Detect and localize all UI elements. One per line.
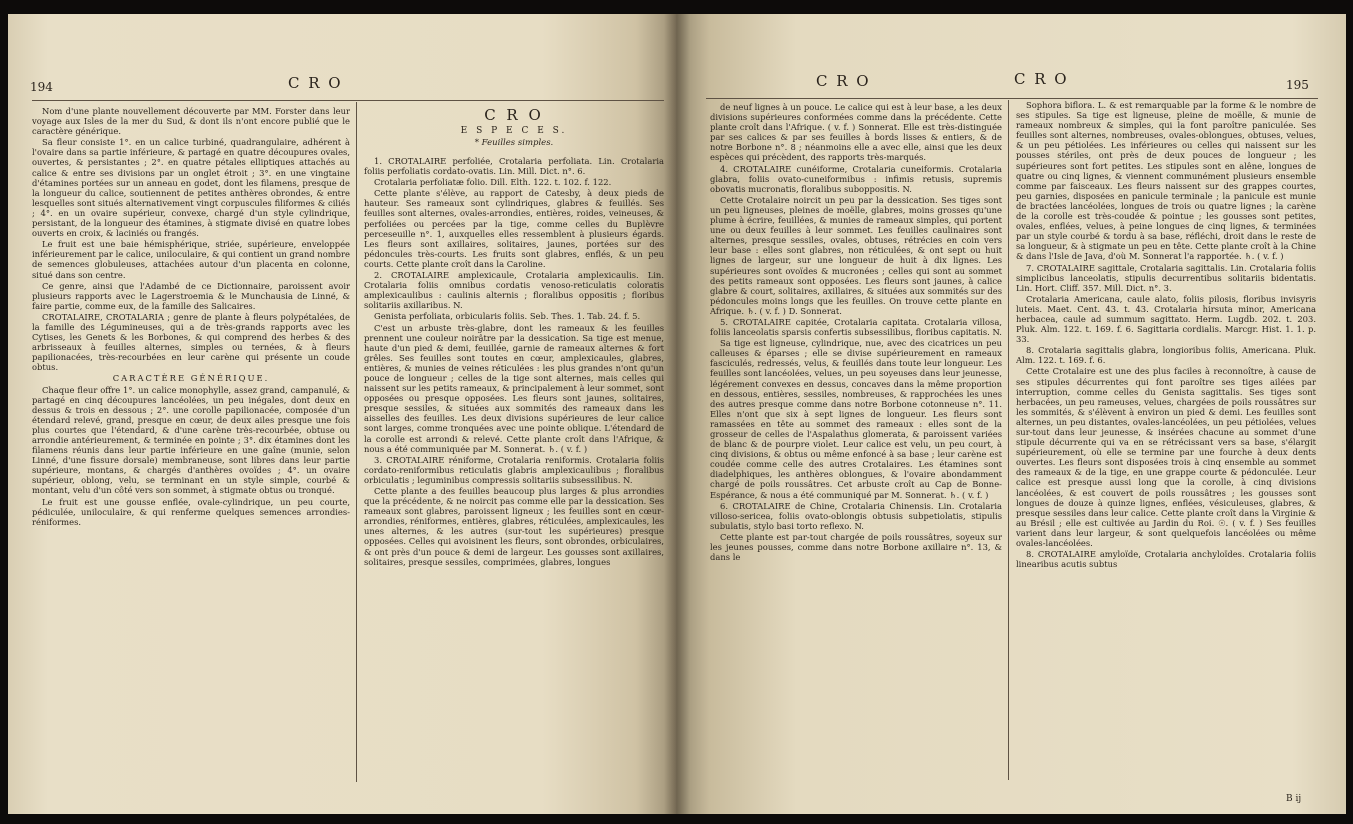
right-column-2 — [1016, 100, 1316, 788]
column-rule — [356, 102, 357, 782]
paragraph: de neuf lignes à un pouce. Le calice qui est à leur base, a les deux divisions supérieures conformées comme dans la précédente. Cette plante croît dans l'Afrique. ( v. f. ) Sonnerat. Elle est très-distinguée par ses calices & par ses feuilles à bords lisses & entiers, & de notre Borbone n°. 8 ; néanmoins elle a avec elle, ainsi que les deux espèces qui précèdent, des rapports très-marqués. — [710, 102, 1002, 163]
paragraph: 7. CROTALAIRE sagittale, Crotalaria sagittalis. Lin. Crotalaria foliis simplicibus lanceolatis, stipulis decurrentibus solitariis bidentatis. Lin. Hort. Cliff. 357. Mill. Dict. n°. 3. — [1016, 262, 1316, 293]
paragraph: 8. Crotalaria sagittalis glabra, longioribus foliis, Americana. Pluk. Alm. 122. t. 169. f. 6. — [1016, 345, 1316, 366]
paragraph: Cette Crotalaire noircit un peu par la dessication. Ses tiges sont un peu ligneuses, pleines de moëlle, glabres, moins grosses qu'une plume à écrire, feuillées, & munies de rameaux simples, qui portent une ou deux feuilles à leur sommet. Les feuilles caulinaires sont alternes, presque sessiles, ovales, obtuses, rétrécies en coin vers leur base : elles sont glabres, non réticulées, & ont sept ou huit lignes de largeur, sur une longueur de huit à dix lignes. Les supérieures sont ovoïdes & mucronées ; celles qui sont au sommet des petits rameaux sont opposées. Les fleurs sont jaunes, à calice glabre & court, solitaires, axillaires, & situées aux sommités sur des pédoncules moins longs que les feuilles. On trouve cette plante en Afrique. ♄. ( v. f. ) D. Sonnerat. — [710, 194, 1002, 316]
right-running-head-left: C R O — [816, 72, 871, 90]
paragraph: Sa tige est ligneuse, cylindrique, nue, avec des cicatrices un peu calleuses & éparses ; elle se divise supérieurement en rameaux fasciculés, redressés, velus, & feuillés dans toute leur longueur. Les feuilles sont lancéolées, velues, un peu soyeuses dans leur jeunesse, légérement convexes en dessus, concaves dans la même proportion en dessous, entières, sessiles, nombreuses, & rapprochées les unes des autres presque comme dans notre Borbone cotonneuse n°. 11. Elles n'ont que six à sept lignes de longueur. Les fleurs sont ramassées en tête au sommet des rameaux : elles sont de la grosseur de celles de l'Aspalathus glomerata, & paroissent variées de blanc & de pourpre violet. Leur calice est velu, un peu court, à cinq divisions, & obtus ou même enfoncé à sa base ; leur carène est coudée comme celle des autres Crotalaires. Les étamines sont diadelphiques, les anthères oblongues, & l'ovaire abondamment chargé de poils roussâtres. Cet arbuste croît au Cap de Bonne-Espérance, & nous a été communiqué par M. Sonnerat. ♄. ( v. f. ) — [710, 338, 1002, 500]
paragraph: Cette Crotalaire est une des plus faciles à reconnoître, à cause de ses stipules décurrentes qui font paroître ses tiges ailées par interruption, comme celles du Genista sagittalis. Ses tiges sont herbacées, un peu rameuses, velues, chargées de poils roussâtres sur les sommités, & s'élèvent à environ un pied & demi. Les feuilles sont alternes, un peu distantes, ovales-lancéolées, un peu pétiolées, velues sur-tout dans leur jeunesse, & insérées chacune au sommet d'une stipule décurrente qui va en se rétrécissant vers sa base, s'élargit supérieurement, où elle se termine par une fourche à deux dents ouvertes. Les fleurs sont disposées trois à cinq ensemble au sommet des rameaux & de la tige, en une grappe courte & pédonculée. Leur calice est presque aussi long que la corolle, à cinq divisions lancéolées, & est couvert de poils roussâtres ; les gousses sont longues de douze à quinze lignes, enflées, vésiculeuses, glabres, & presque sessiles dans leur calice. Cette plante croît dans la Virginie & au Brésil ; elle est cultivée au Jardin du Roi. ☉. ( v. f. ) Ses feuilles varient dans leur largeur, & sont quelquefois lancéolées ou même ovales-lancéolées. — [1016, 366, 1316, 549]
paragraph: Nom d'une plante nouvellement découverte par MM. Forster dans leur voyage aux Isles de la mer du Sud, & dont ils n'ont encore publié que le caractère générique. — [32, 106, 350, 137]
paragraph: CROTALAIRE, CROTALARIA ; genre de plante à fleurs polypétalées, de la famille des Légumineuses, qui a de très-grands rapports avec les Cytises, les Genets & les Borbones, & qui comprend des herbes & des arbrisseaux à feuilles alternes, simples ou ternées, & à fleurs papilionacées, très-recourbées en leur carène qui présente un coude obtus. — [32, 311, 350, 373]
paragraph: 3. CROTALAIRE réniforme, Crotalaria reniformis. Crotalaria foliis cordato-reniformibus reticulatis glabris amplexicaulibus ; floralibus orbiculatis ; leguminibus compressis solitariis subsessilibus. N. — [364, 454, 664, 485]
right-running-head-right: C R O — [1014, 70, 1069, 88]
paragraph: Crotalaria Americana, caule alato, foliis pilosis, floribus invisyris luteis. Maet. Cent. 43. t. 43. Crotalaria hirsuta minor, Americana herbacea, caule ad summum sagittato. Herm. Lugdb. 202. t. 203. Pluk. Alm. 122. t. 169. f. 6. Sagittaria cordialis. Marcgr. Hist. 1. 1. p. 33. — [1016, 293, 1316, 345]
paragraph: Cette plante s'élève, au rapport de Catesby, à deux pieds de hauteur. Ses rameaux sont cylindriques, glabres & feuillés. Ses feuilles sont alternes, ovales-arrondies, entières, roides, veineuses, & perfoliées ou percées par la tige, comme celles du Buplèvre perceseuille n°. 1, auxquelles elles ressemblent à plusieurs égards. Les fleurs sont axillaires, solitaires, jaunes, portées sur des pédoncules très-courts. Les fruits sont glabres, enflés, & un peu courts. Cette plante croît dans la Caroline. — [364, 188, 664, 269]
species-heading-title: C R O — [484, 106, 544, 124]
species-heading — [364, 106, 664, 148]
paragraph: 1. CROTALAIRE perfoliée, Crotalaria perfoliata. Lin. Crotalaria foliis perfoliatis cordato-ovatis. Lin. Mill. Dict. n°. 6. — [364, 156, 664, 177]
paragraph: Le fruit est une baie hémisphérique, striée, supérieure, enveloppée inférieurement par le calice, uniloculaire, & qui contient un grand nombre de semences globuleuses, attachées autour d'un placenta en colonne, situé dans son centre. — [32, 239, 350, 280]
left-column-1 — [32, 106, 350, 796]
paragraph: 5. CROTALAIRE capitée, Crotalaria capitata. Crotalaria villosa, foliis lanceolatis sparsis confertis subsessilibus, floribus capitatis. N. — [710, 316, 1002, 338]
paragraph: 2. CROTALAIRE amplexicaule, Crotalaria amplexicaulis. Lin. Crotalaria foliis omnibus cordatis venoso-reticulatis coloratis amplexicaulibus : caulinis alternis ; floralibus oppositis ; floribus solitariis axillaribus. N. — [364, 270, 664, 311]
book-gutter — [664, 14, 690, 814]
left-page-number: 194 — [30, 80, 53, 94]
header-rule-right — [706, 98, 1318, 99]
paragraph: 8. CROTALAIRE amyloïde, Crotalaria anchyloïdes. Crotalaria foliis linearibus acutis subtus — [1016, 549, 1316, 570]
left-running-head: C R O — [288, 74, 343, 92]
right-column-1 — [710, 102, 1002, 802]
paragraph: Genista perfoliata, orbicularis foliis. Seb. Thes. 1. Tab. 24. f. 5. — [374, 311, 641, 322]
paragraph: CARACTÈRE GÉNÉRIQUE. — [112, 373, 270, 384]
paragraph: Le fruit est une gousse enflée, ovale-cylindrique, un peu courte, pédiculée, uniloculaire, & qui renferme quelques semences arrondies-réniformes. — [32, 496, 350, 527]
paragraph: Sa fleur consiste 1°. en un calice turbiné, quadrangulaire, adhérent à l'ovaire dans sa partie inférieure, & partagé en quatre découpures ovales, ouvertes, & persistantes ; 2°. en quatre pétales elliptiques attachés au calice & entre ses divisions par un onglet étroit ; 3°. en une vingtaine d'étamines portées sur un anneau en godet, dont les filamens, presque de la longueur du calice, soutiennent de petites anthères obrondes, & entre lesquelles sont situés alternativement vingt corpuscules filiformes & ciliés ; 4°. en un ovaire supérieur, convexe, chargé d'un style cylindrique, persistant, de la longueur des étamines, à stigmate divisé en quatre lobes ouverts en croix, & laciniés ou frangés. — [32, 137, 350, 239]
paragraph: Crotalaria perfoliatæ folio. Dill. Elth. 122. t. 102. f. 122. — [374, 177, 612, 188]
species-heading-subtitle: E S P E C E S. — [460, 126, 568, 136]
left-column-2 — [364, 156, 664, 796]
signature-mark: B ij — [1286, 794, 1302, 804]
paragraph: 6. CROTALAIRE de Chine, Crotalaria Chinensis. Lin. Crotalaria villoso-sericea, foliis ovato-oblongis obtusis subpetiolatis, stipulis subulatis, stylo basi torto reflexo. N. — [710, 500, 1002, 531]
column-rule-right — [1008, 100, 1009, 780]
species-heading-section: * Feuilles simples. — [474, 138, 554, 148]
right-page-number: 195 — [1286, 78, 1309, 92]
paragraph: Sophora biflora. L. & est remarquable par la forme & le nombre de ses stipules. Sa tige est ligneuse, pleine de moëlle, & munie de rameaux nombreux & simples, qui la font paroître paniculée. Ses feuilles sont alternes, nombreuses, ovales-oblongues, obtuses, velues, & un peu pétiolées. Les inférieures ou celles qui naissent sur les pousses stériles, ont près de deux pouces de longueur ; les supérieures sont fort petites. Les stipules sont en alêne, longues de quatre ou cinq lignes, & viennent communément plusieurs ensemble comme par faisceaux. Les fleurs naissent sur des grappes courtes, peu garnies, disposées en panicule terminale ; la panicule est munie de bractées lancéolées, longues de trois ou quatre lignes ; la carène de la corolle est très-coudée & pointue ; les gousses sont petites, ovales, enflées, velues, à peine longues de cinq lignes, & terminées par un style courbé & tordu à sa base, réfléchi, droit dans le reste de sa longueur, & à stigmate un peu en tête. Cette plante croît à la Chine & dans l'Isle de Java, d'où M. Sonnerat l'a rapportée. ♄. ( v. f. ) — [1016, 100, 1316, 262]
paragraph: Chaque fleur offre 1°. un calice monophylle, assez grand, campanulé, & partagé en cinq découpures lancéolées, un peu inégales, dont deux en dessus & trois en dessous ; 2°. une corolle papilionacée, composée d'un étendard relevé, grand, presque en cœur, de deux ailes presque une fois plus courtes que l'étendard, & d'une carène très-recourbée, obtuse ou arrondie antérieurement, & terminée en pointe ; 3°. dix étamines dont les filamens réunis dans leur partie inférieure en une gaîne (munie, selon Linné, d'une fissure dorsale) membraneuse, sont libres dans leur partie supérieure, montans, & chargés d'anthères ovoïdes ; 4°. un ovaire supérieur, oblong, velu, se terminant en un style simple, courbé & montant, velu d'un côté vers son sommet, à stigmate obtus ou tronqué. — [32, 384, 350, 496]
left-page — [8, 14, 676, 814]
paragraph: Cette plante a des feuilles beaucoup plus larges & plus arrondies que la précédente, & ne noircit pas comme elle par la dessication. Ses rameaux sont glabres, paroissent ligneux ; les feuilles sont en cœur-arrondies, réniformes, entières, glabres, réticulées, amplexicaules, les unes alternes, & les autres (sur-tout les supérieures) presque opposées. Celles qui avoisinent les fleurs, sont obrondes, orbiculaires, & ont près d'un pouce & demi de largeur. Les gousses sont axillaires, solitaires, presque sessiles, comprimées, glabres, longues — [364, 486, 664, 567]
paragraph: Cette plante est par-tout chargée de poils roussâtres, soyeux sur les jeunes pousses, comme dans notre Borbone axillaire n°. 13, & dans le — [710, 531, 1002, 563]
paragraph: 4. CROTALAIRE cunéiforme, Crotalaria cuneiformis. Crotalaria glabra, foliis ovato-cuneiformibus : infimis retusis, supremis obovatis mucronatis, floralibus suboppositis. N. — [710, 163, 1002, 194]
paragraph: Ce genre, ainsi que l'Adambé de ce Dictionnaire, paroissent avoir plusieurs rapports avec le Lagerstroemia & le Munchausia de Linné, & faire partie, comme eux, de la famille des Salicaires. — [32, 280, 350, 311]
header-rule — [32, 100, 664, 101]
right-page — [676, 14, 1346, 814]
paragraph: C'est un arbuste très-glabre, dont les rameaux & les feuilles prennent une couleur noirâtre par la dessication. Sa tige est menue, haute d'un pied & demi, feuillée, garnie de rameaux alternes & fort grêles. Ses feuilles sont toutes en cœur, amplexicaules, glabres, entières, & munies de veines réticulées : les plus grandes n'ont qu'un pouce de longueur ; celles de la tige sont alternes, mais celles qui naissent sur les petits rameaux, & principalement à leur sommet, sont opposées ou presque opposées. Les fleurs sont jaunes, solitaires, presque sessiles, & situées aux sommités des rameaux dans les aisselles des feuilles. Les deux divisions supérieures de leur calice sont larges, comme tronquées avec une pointe oblique. L'étendard de la corolle est arrondi & relevé. Cette plante croît dans l'Afrique, & nous a été communiquée par M. Sonnerat. ♄. ( v. f. ) — [364, 322, 664, 454]
